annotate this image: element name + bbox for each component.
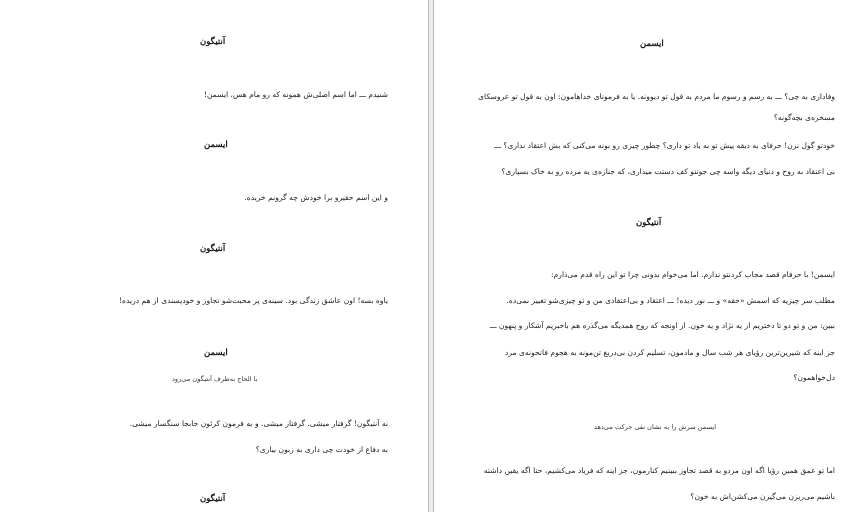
dialogue-line: ببین: من و تو دو تا دختریم از یه نژاد و یه خون. از اونجه که روح همدیگه می‌گذره هم باخبریم آشکار و پنهون ـــ [489,321,835,330]
dialogue-line: اما تو عمق همین رؤیا اگه اون مردو به قصد تجاوز ببینیم کنارمون، جز اینه که فریاد می‌کشیم، حتا اگه یقین داشته [483,466,835,475]
dialogue-line: یاوه بسه! اون عاشق زندگی بود. سینه‌ی پر محبت‌شو تجاوز و خودپسندی از هم دریده! [118,296,388,305]
dialogue-line: بی اعتقاد به روح و دنیای دیگه واسه چی جونتو کف دستت میذاری، که جنازه‌ی یه مرده رو به خاک بسپاری؟ [501,167,835,176]
dialogue-line: به دفاع از خودت چی داری به زبون بیاری؟ [255,445,388,454]
right-page [434,0,861,512]
stage-direction: با الحاح به‌طرف آنتیگون می‌رود [172,375,258,383]
dialogue-line: شنیدم ـــ اما اسم اصلی‌ش همونه که رو مام هس، ایسمن! [203,90,388,99]
dialogue-line: دل‌خواهمون؟ [793,373,835,382]
stage-direction: ایسمن سرش را به نشان نفی حرکت می‌دهد [594,423,717,431]
dialogue-line: باشیم می‌ریزن می‌گیرن می‌کشن‌اش به خون؟ [690,492,835,501]
speaker-name: ایسمن [640,39,664,49]
speaker-name: ایسمن [204,348,228,358]
dialogue-line: وفاداری به چی؟ ـــ به رسم و رسوم ما مردم به قول تو دیوونه. یا به فرمونای خداهامون: اون به قول تو عروسکای [478,92,835,101]
speaker-name: آنتیگون [200,37,226,47]
left-page [0,0,428,512]
speaker-name: ایسمن [204,140,228,150]
dialogue-line: مطلب سر چیزیه که اسمش «حقه» و ـــ نور دیده! ـــ اعتقاد و بی‌اعتقادی من و تو چیزی‌شو تغییر نمی‌ده. [506,296,835,305]
dialogue-line: ایسمن! با حرفام قصد مجاب کردنتو ندارم. اما می‌خوام بدونی چرا تو این راه قدم می‌ذارم: [551,270,835,279]
dialogue-line: و این اسم حقیرو برا خودش چه گرونم خریده. [244,193,388,202]
dialogue-line: خودتو گول نزن! حرفای به دیقه پیش تو به یاد تو داری؟ چطور چیزی رو بونه می‌کنی که بش اعتقاد نداری؟ ـــ [494,141,835,150]
dialogue-line: مسخره‌ی بچه‌گونه؟ [773,113,835,122]
dialogue-line: نه آنتیگون! گرفتار میشی. گرفتار میشی. و به فرمون کرئون جابجا سنگسار میشی. [129,419,388,428]
speaker-name: آنتیگون [200,244,226,254]
dialogue-line: جز اینه که شیرین‌ترین رؤیای هر شب سال و مادمون، تسلیم کردن بی‌دریغ تن‌مونه به هجوم فاتحونه‌ی مرد [504,348,835,357]
speaker-name: آنتیگون [636,218,662,228]
speaker-name: آنتیگون [200,494,226,504]
